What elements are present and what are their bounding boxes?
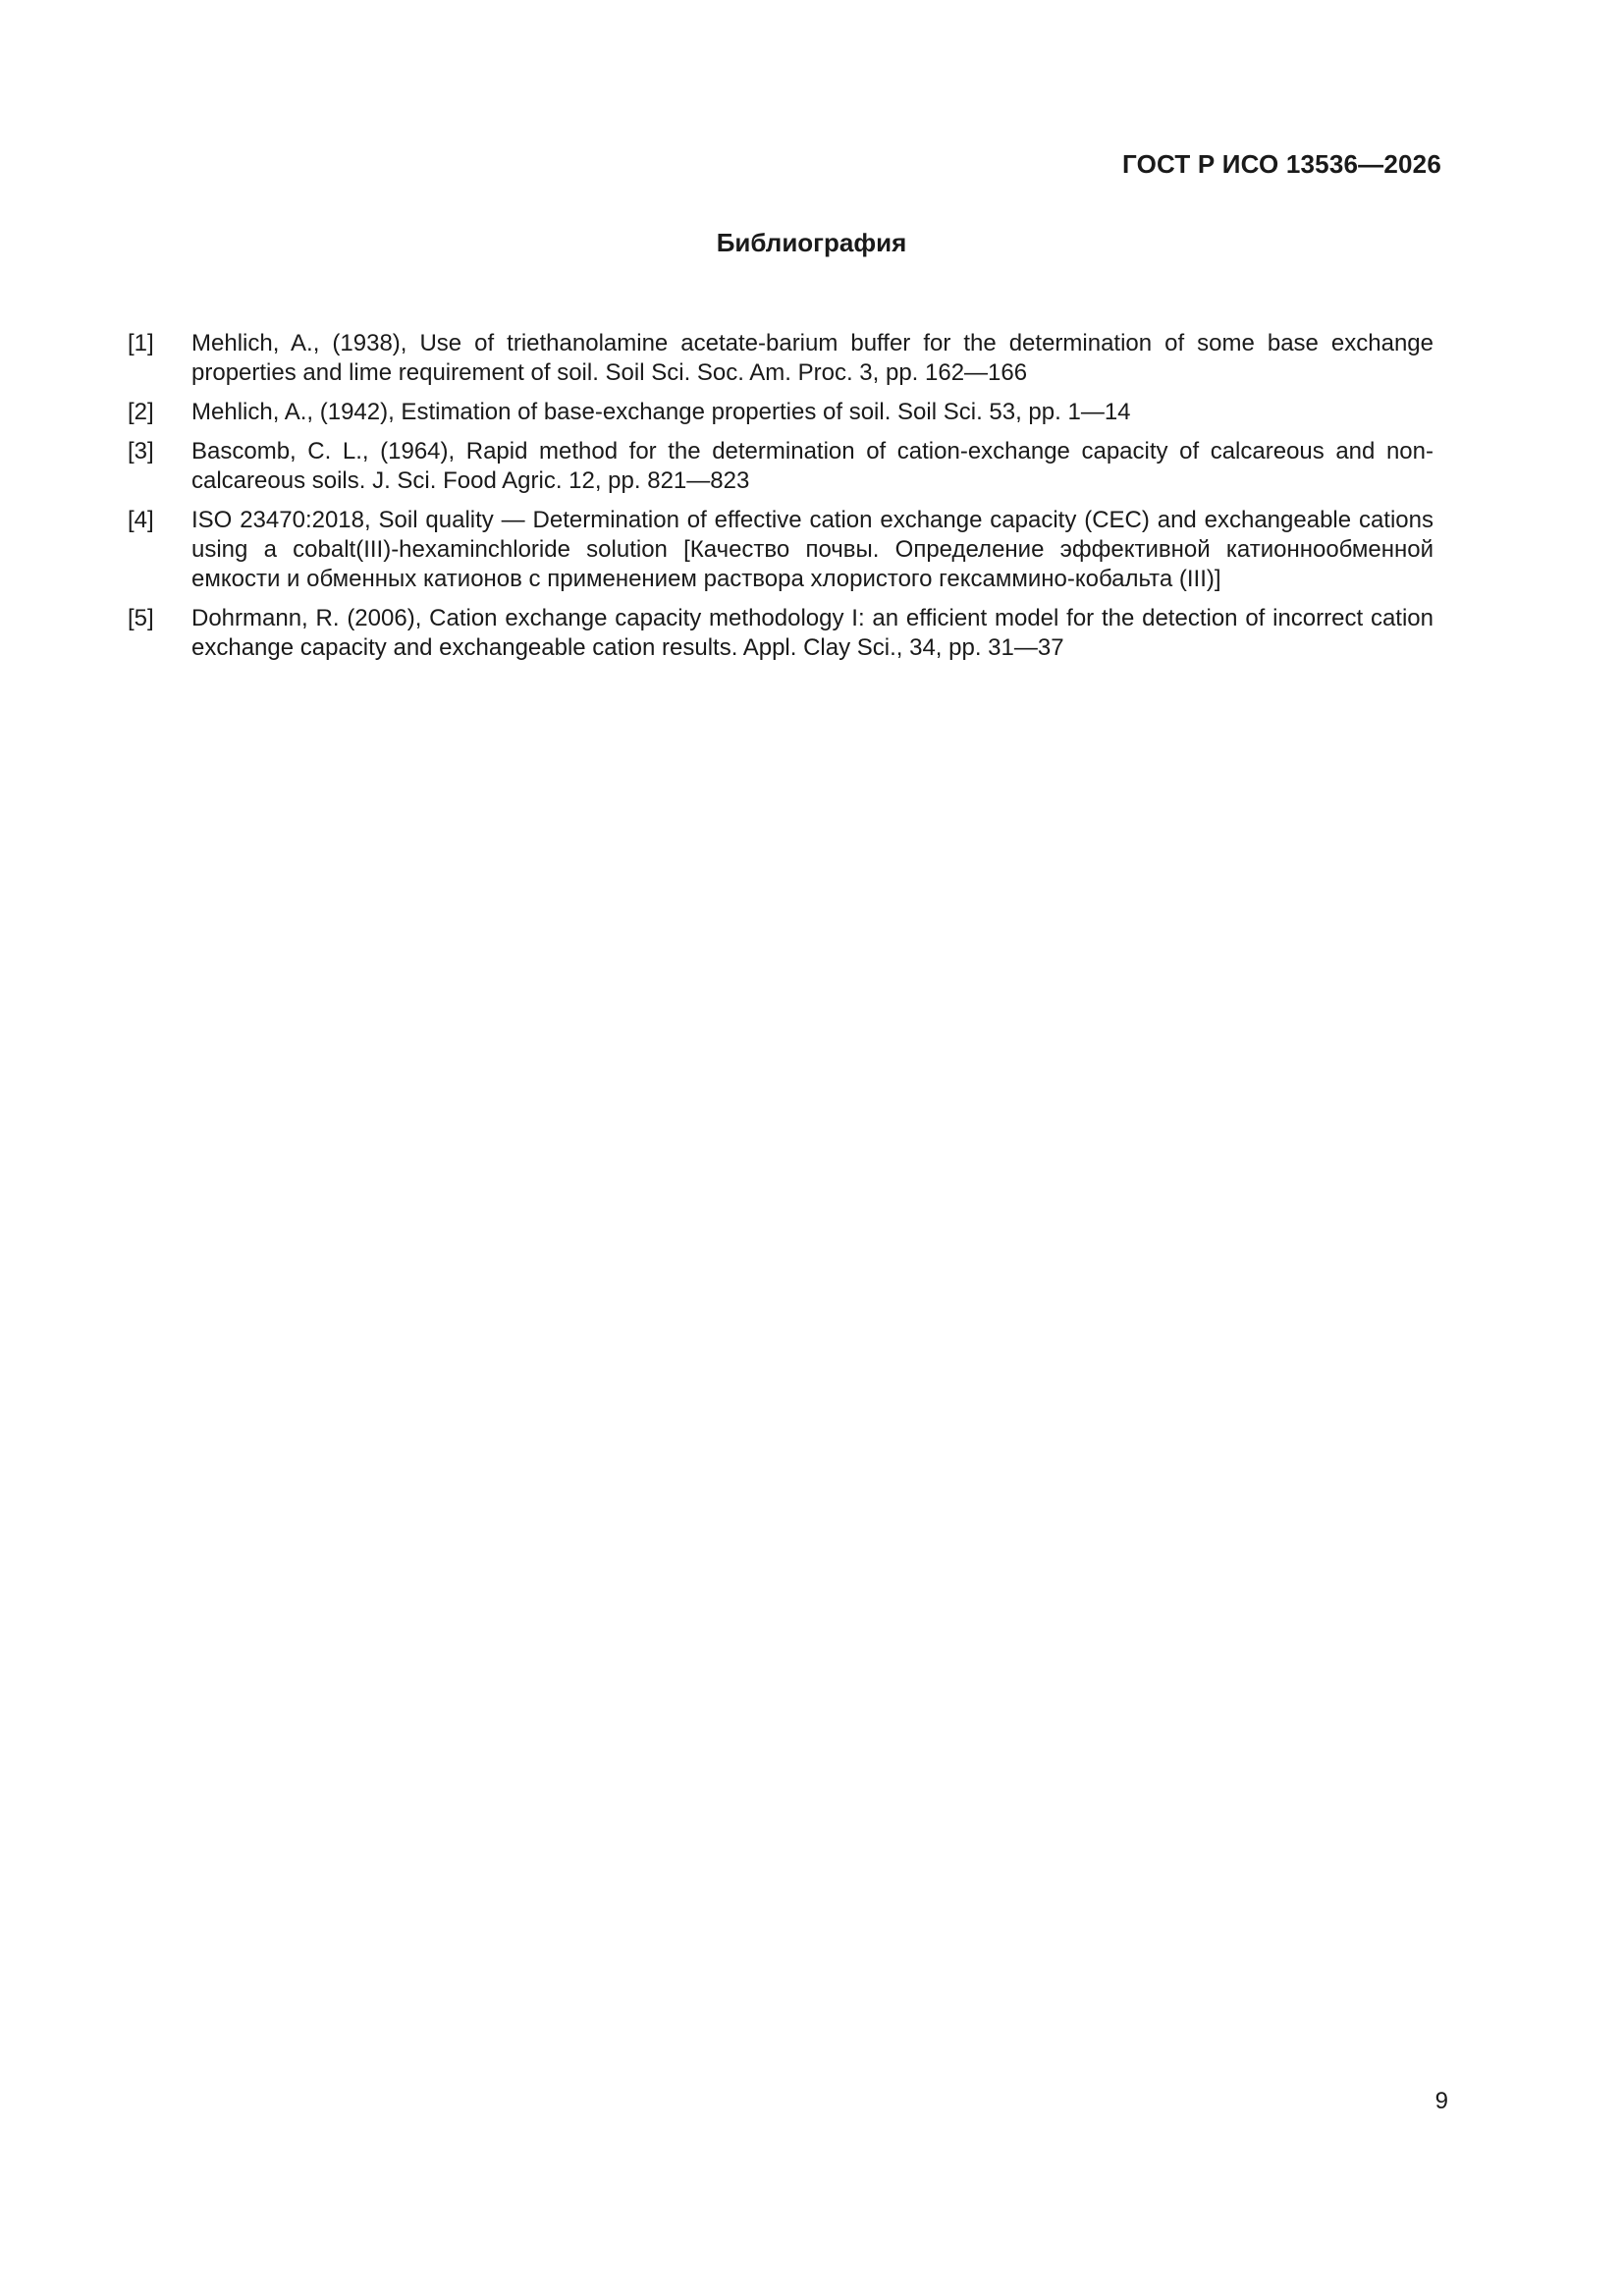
reference-number: [1] — [128, 330, 154, 356]
bibliography-entry — [128, 604, 1434, 663]
reference-text: Mehlich, A., (1938), Use of triethanolamine acetate-barium buffer for the determination of some base exchange properties and lime requirement of soil. Soil Sci. Soc. Am. Proc. 3, pp. 162—166 — [191, 330, 1434, 386]
reference-number: [4] — [128, 507, 154, 533]
reference-text: Bascomb, C. L., (1964), Rapid method for the determination of cation-exchange capacity of calcareous and non-calcareous soils. J. Sci. Food Agric. 12, pp. 821—823 — [191, 438, 1434, 494]
reference-number: [5] — [128, 605, 154, 631]
bibliography-entry — [128, 437, 1434, 496]
reference-text: Dohrmann, R. (2006), Cation exchange capacity methodology I: an efficient model for the detection of incorrect cation exchange capacity and exchangeable cation results. Appl. Clay Sci., 34, pp. 31—37 — [191, 605, 1434, 661]
document-code: ГОСТ Р ИСО 13536—2026 — [1121, 149, 1441, 179]
page-number: 9 — [1434, 2088, 1448, 2114]
bibliography-list — [128, 329, 1434, 673]
bibliography-entry — [128, 329, 1434, 388]
bibliography-entry — [128, 506, 1434, 594]
section-title: Библиография — [716, 228, 907, 257]
reference-text: ISO 23470:2018, Soil quality — Determination of effective cation exchange capacity (CEC) and exchangeable cations using a cobalt(III)-hexaminchloride solution [Качество почвы. Определение эффективной катионнообменной емкости и обменных катионов с применением раствора хлористого гексаммино-кобальта (III)] — [191, 507, 1434, 592]
reference-number: [3] — [128, 438, 154, 465]
bibliography-entry — [128, 398, 1434, 427]
reference-number: [2] — [128, 399, 154, 425]
reference-text: Mehlich, A., (1942), Estimation of base-exchange properties of soil. Soil Sci. 53, pp. 1—14 — [191, 399, 1131, 425]
